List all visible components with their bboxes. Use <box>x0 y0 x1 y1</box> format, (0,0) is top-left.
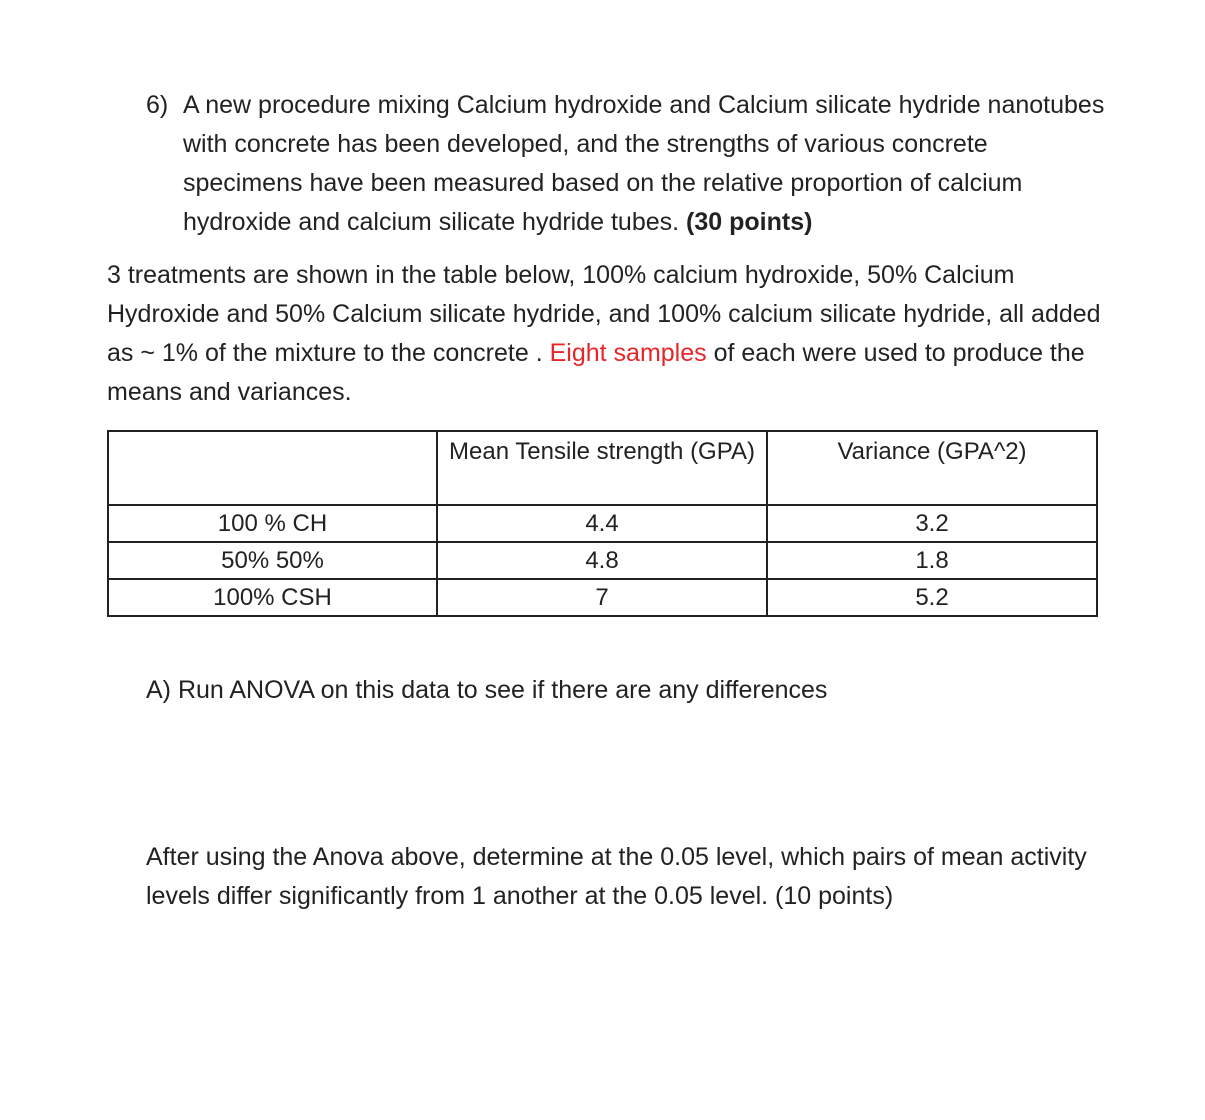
question-points: (30 points) <box>686 208 813 236</box>
table-cell: 1.8 <box>767 542 1097 579</box>
table-cell: 4.8 <box>437 542 767 579</box>
table-cell: 5.2 <box>767 579 1097 616</box>
intro-part2: of each were used to produce the means and variances. <box>107 339 1085 406</box>
table-row <box>108 505 1097 542</box>
table-cell: 4.4 <box>437 505 767 542</box>
treatment-table <box>107 430 1098 617</box>
intro-highlight: Eight samples <box>549 339 707 367</box>
header-cell-treatment <box>108 431 437 505</box>
question-text <box>183 86 1106 242</box>
table-cell: 7 <box>437 579 767 616</box>
intro-paragraph <box>107 256 1107 412</box>
part-a-prompt: A) Run ANOVA on this data to see if there are any differences <box>146 676 828 704</box>
question-6 <box>146 86 1106 242</box>
table-cell: 100% CSH <box>108 579 437 616</box>
table-cell: 50% 50% <box>108 542 437 579</box>
table-header-row <box>108 431 1097 505</box>
header-cell-variance: Variance (GPA^2) <box>767 431 1097 505</box>
table-cell: 3.2 <box>767 505 1097 542</box>
followup-prompt: After using the Anova above, determine at the 0.05 level, which pairs of mean activity levels differ significantly from 1 another at the 0.05 level. (10 points) <box>146 843 1087 910</box>
table-cell: 100 % CH <box>108 505 437 542</box>
table-row <box>108 542 1097 579</box>
header-cell-mean: Mean Tensile strength (GPA) <box>437 431 767 505</box>
table-row <box>108 579 1097 616</box>
question-body: A new procedure mixing Calcium hydroxide and Calcium silicate hydride nanotubes with concrete has been developed, and the strengths of various concrete specimens have been measured based on the relative proportion of calcium hydroxide and calcium silicate hydride tubes. <box>183 91 1105 236</box>
intro-part1: 3 treatments are shown in the table below, 100% calcium hydroxide, 50% Calcium Hydroxide and 50% Calcium silicate hydride, and 100% calcium silicate hydride, all added as ~ 1% of the mixture to the concrete . <box>107 261 1101 367</box>
question-number: 6) <box>146 91 169 119</box>
